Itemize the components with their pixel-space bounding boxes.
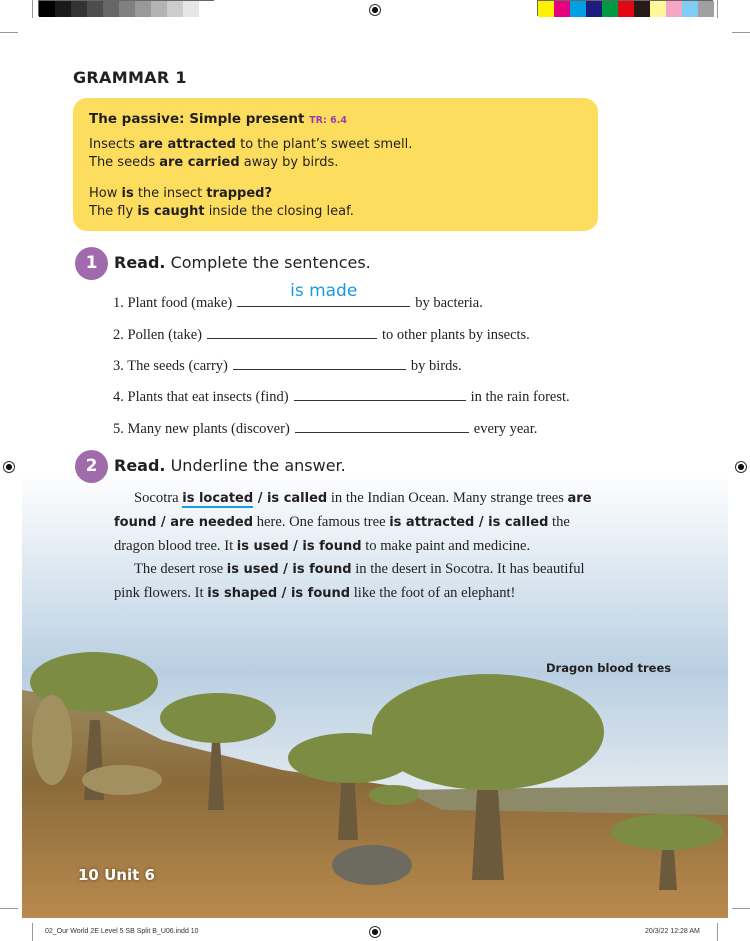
- color-swatch: [151, 1, 167, 17]
- text-run: to make paint and medicine.: [361, 537, 531, 554]
- bold-phrase[interactable]: is attracted / is called: [389, 514, 549, 530]
- sentence-prompt: 4. Plants that eat insects (find): [113, 389, 289, 405]
- registration-mark-top: [369, 4, 381, 16]
- audio-track-label[interactable]: TR: 6.4: [309, 115, 347, 126]
- sentence-item: [113, 356, 462, 375]
- sentence-item: [113, 325, 530, 344]
- text-run: away by birds.: [239, 155, 339, 170]
- answer-blank[interactable]: [233, 356, 406, 370]
- color-swatch: [87, 1, 103, 17]
- color-swatch: [554, 1, 570, 17]
- grammar-example: [89, 154, 582, 172]
- color-swatch: [103, 1, 119, 17]
- color-swatch: [167, 1, 183, 17]
- color-swatch: [650, 1, 666, 17]
- color-swatch: [634, 1, 650, 17]
- exercise-2-title: [114, 456, 346, 475]
- bold-phrase[interactable]: / is called: [253, 491, 328, 506]
- sentence-item: [113, 419, 537, 438]
- exercise-instruction: Complete the sentences.: [165, 253, 371, 272]
- exercise-verb: Read.: [114, 456, 166, 475]
- text-run: Socotra: [134, 490, 183, 506]
- exercise-instruction: Underline the answer.: [165, 456, 346, 475]
- sentence-item: [113, 387, 570, 406]
- text-run: How: [89, 186, 122, 201]
- bold-phrase[interactable]: are attracted: [139, 137, 236, 152]
- exercise-1-title: [114, 253, 371, 272]
- sentence-prompt: 3. The seeds (carry): [113, 358, 228, 374]
- color-swatch: [570, 1, 586, 17]
- text-run: Insects: [89, 137, 139, 152]
- color-swatch: [666, 1, 682, 17]
- crop-mark: [717, 923, 718, 941]
- grammar-box: [73, 98, 598, 231]
- color-swatch: [39, 1, 55, 17]
- answer-blank[interactable]: [207, 325, 377, 339]
- grammar-example: [89, 185, 582, 203]
- sentence-prompt: 2. Pollen (take): [113, 327, 202, 343]
- crop-mark: [0, 32, 18, 33]
- answer-blank[interactable]: [294, 387, 466, 401]
- text-run: like the foot of an elephant!: [350, 585, 516, 602]
- color-swatch: [199, 1, 215, 17]
- exercise-verb: Read.: [114, 253, 166, 272]
- color-swatch: [538, 1, 554, 17]
- sentence-ending: to other plants by insects.: [382, 327, 530, 343]
- crop-mark: [32, 923, 33, 941]
- text-run: inside the closing leaf.: [204, 204, 354, 219]
- exercise-number-badge: 1: [75, 247, 108, 280]
- grammar-box-title-text: The passive: Simple present: [89, 111, 305, 127]
- text-run: here. One famous tree: [253, 513, 390, 530]
- crop-mark: [732, 32, 750, 33]
- text-run: The seeds: [89, 155, 160, 170]
- crop-mark: [717, 0, 718, 18]
- sentence-ending: by birds.: [410, 358, 462, 374]
- sentence-ending: by bacteria.: [415, 295, 483, 311]
- color-swatch: [698, 1, 714, 17]
- crop-mark: [732, 908, 750, 909]
- footer-date: 20/3/22 12:28 AM: [645, 928, 700, 935]
- color-swatch: [602, 1, 618, 17]
- bold-phrase[interactable]: is caught: [137, 204, 205, 219]
- photo-caption: Dragon blood trees: [546, 661, 672, 675]
- text-run: The desert rose: [134, 561, 227, 578]
- grammar-example: [89, 203, 582, 221]
- grammar-box-title: [89, 110, 582, 130]
- sentence-ending: every year.: [473, 421, 538, 437]
- underlined-answer[interactable]: is located: [182, 491, 254, 506]
- color-swatch: [618, 1, 634, 17]
- grammar-example: [89, 136, 582, 154]
- text-run: The fly: [89, 204, 138, 219]
- color-swatch: [135, 1, 151, 17]
- footer-file-name: 02_Our World 2E Level 5 SB Split B_U06.indd 10: [45, 928, 199, 935]
- answer-blank[interactable]: [295, 419, 469, 433]
- process-color-bar: [537, 0, 713, 16]
- filled-answer: is made: [290, 281, 358, 301]
- page-number-label: 10 Unit 6: [78, 866, 155, 884]
- text-run: the insect: [133, 186, 207, 201]
- sentence-item: [113, 281, 483, 312]
- registration-mark-bottom: [369, 926, 381, 938]
- color-swatch: [682, 1, 698, 17]
- crop-mark: [0, 908, 18, 909]
- sentence-ending: in the rain forest.: [470, 389, 570, 405]
- text-run: in the desert in Socotra. It has beautiful pink flowers. It: [114, 561, 585, 602]
- bold-phrase[interactable]: trapped?: [206, 186, 272, 201]
- text-run: the dragon blood tree. It: [114, 513, 570, 554]
- text-run: in the Indian Ocean. Many strange trees: [327, 490, 568, 506]
- crop-mark: [32, 0, 33, 18]
- color-swatch: [586, 1, 602, 17]
- sentence-prompt: 5. Many new plants (discover): [113, 421, 290, 437]
- text-run: to the plant’s sweet smell.: [235, 137, 413, 152]
- sentence-prompt: 1. Plant food (make): [113, 295, 233, 311]
- registration-mark-left: [3, 461, 15, 473]
- color-swatch: [119, 1, 135, 17]
- bold-phrase[interactable]: is shaped / is found: [207, 586, 351, 602]
- bold-phrase[interactable]: are found / are needed: [114, 491, 592, 530]
- bold-phrase[interactable]: are carried: [159, 155, 240, 170]
- passage-paragraph: [114, 558, 609, 606]
- reading-passage: [114, 487, 609, 606]
- color-swatch: [71, 1, 87, 17]
- grayscale-color-bar: [38, 0, 214, 16]
- color-swatch: [55, 1, 71, 17]
- bold-phrase[interactable]: is used / is found: [226, 562, 352, 578]
- exercise-number-badge: 2: [75, 450, 108, 483]
- section-heading: GRAMMAR 1: [73, 68, 187, 87]
- answer-blank[interactable]: [237, 281, 410, 307]
- passage-paragraph: [114, 487, 609, 558]
- bold-phrase[interactable]: is: [121, 186, 134, 201]
- registration-mark-right: [735, 461, 747, 473]
- bold-phrase[interactable]: is used / is found: [236, 538, 362, 554]
- color-swatch: [183, 1, 199, 17]
